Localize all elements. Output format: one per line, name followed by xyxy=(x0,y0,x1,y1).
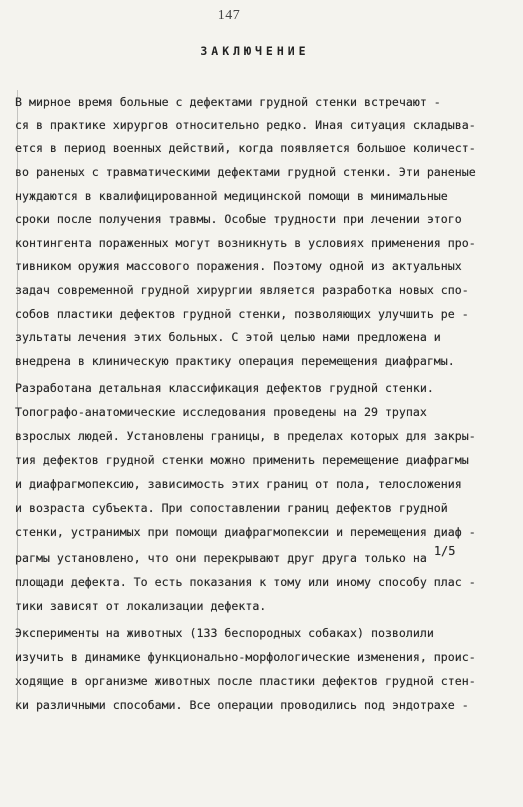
text-line: и диафрагмопексию, зависимость этих границ от пола, телосложения xyxy=(15,477,462,491)
text-line: ся в практике хирургов относительно редко. Иная ситуация складыва- xyxy=(15,118,476,132)
text-line: площади дефекта. То есть показания к тому или иному способу плас - xyxy=(15,575,476,589)
page-number: 147 xyxy=(217,8,241,23)
left-margin-rule xyxy=(17,90,18,710)
text-line: контингента пораженных могут возникнуть в условиях применения про- xyxy=(15,236,476,250)
fraction-value: 1/5 xyxy=(433,544,456,558)
text-line: стенки, устранимых при помощи диафрагмопексии и перемещения диаф - xyxy=(15,525,476,539)
text-line: задач современной грудной хирургии является разработка новых спо- xyxy=(15,283,469,297)
text-line: и возраста субъекта. При сопоставлении границ дефектов грудной xyxy=(15,501,448,515)
text-line: ки различными способами. Все операции проводились под эндотрахе - xyxy=(15,698,469,712)
text-line: зультаты лечения этих больных. С этой целью нами предложена и xyxy=(15,330,441,344)
text-line: нуждаются в квалифицированной медицинской помощи в минимальные xyxy=(15,189,448,203)
text-line: тики зависят от локализации дефекта. xyxy=(15,599,267,613)
text-line: взрослых людей. Установлены границы, в пределах которых для закры- xyxy=(15,429,476,443)
text-line: тия дефектов грудной стенки можно применить перемещение диафрагмы xyxy=(15,453,469,467)
section-heading: ЗАКЛЮЧЕНИЕ xyxy=(200,44,310,58)
text-line: Топографо-анатомические исследования проведены на 29 трупах xyxy=(15,405,427,419)
text-line: сроки после получения травмы. Особые трудности при лечении этого xyxy=(15,212,462,226)
text-line: Эксперименты на животных (133 беспородных собаках) позволили xyxy=(15,626,434,640)
text-line: собов пластики дефектов грудной стенки, позволяющих улучшить ре - xyxy=(15,307,469,321)
text-segment: рагмы установлено, что они перекрывают друг друга только на xyxy=(15,551,434,565)
text-line: В мирное время больные с дефектами грудной стенки встречают - xyxy=(15,95,441,109)
text-line xyxy=(15,544,505,566)
text-line: тивником оружия массового поражения. Поэтому одной из актуальных xyxy=(15,259,462,273)
text-line: изучить в динамике функционально-морфологические изменения, проис- xyxy=(15,650,476,664)
text-line: ется в период военных действий, когда появляется большое количест- xyxy=(15,141,476,155)
text-line: ходящие в организме животных после пластики дефектов грудной стен- xyxy=(15,674,476,688)
text-line: Разработана детальная классификация дефектов грудной стенки. xyxy=(15,381,434,395)
text-line: внедрена в клиническую практику операция перемещения диафрагмы. xyxy=(15,354,455,368)
text-line: во раненых с травматическими дефектами грудной стенки. Эти раненые xyxy=(15,165,476,179)
